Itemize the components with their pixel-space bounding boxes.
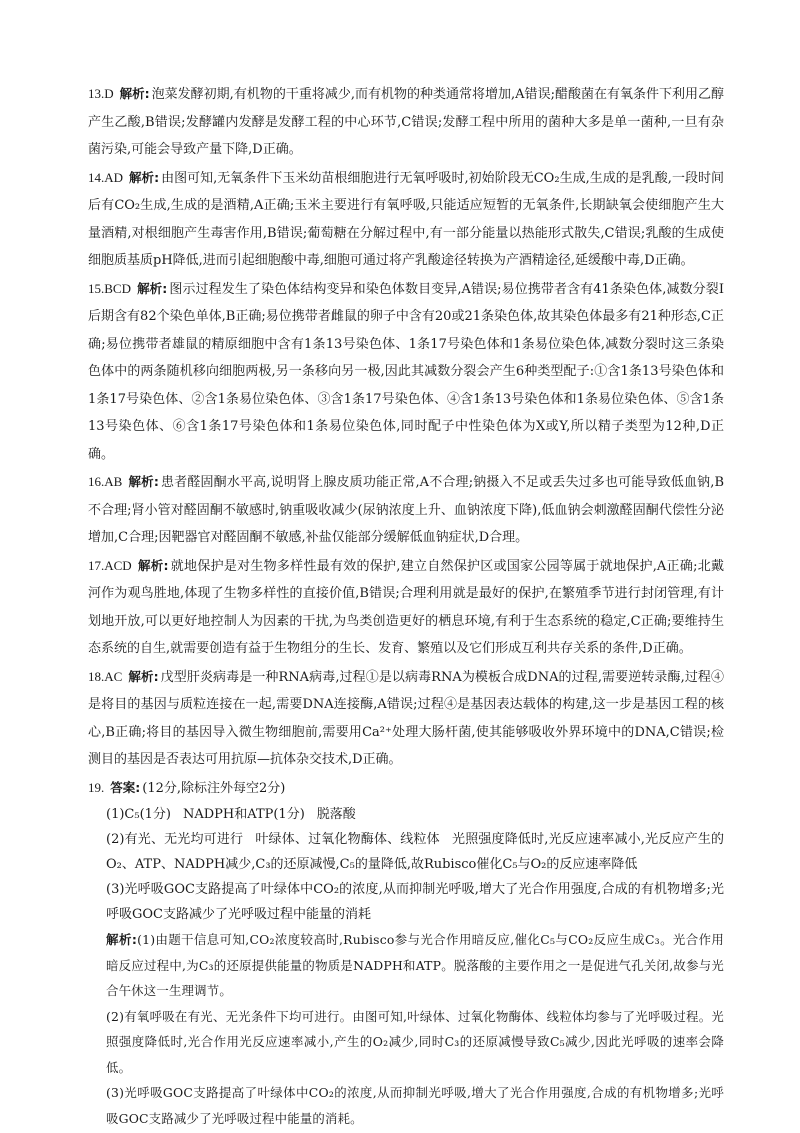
analysis-text: 戊型肝炎病毒是一种RNA病毒,过程①是以病毒RNA为模板合成DNA的过程,需要逆转录酶,过程④是将目的基因与质粒连接在一起,需要DNA连接酶,A错误;过程④是基因表达载体的构建,这一步是基因工程的核心,B正确;将目的基因导入微生物细胞前,需要用Ca²⁺处理大肠杆菌,使其能够吸收外界环境中的DNA,C错误;检测目的基因是否表达可用抗原—抗体杂交技术,D正确。 bbox=[88, 669, 725, 767]
answer-number: 13.D bbox=[88, 86, 114, 101]
analysis-label: 解析: bbox=[106, 932, 138, 947]
answer-19-header bbox=[88, 774, 724, 803]
answer-15 bbox=[88, 275, 724, 469]
answer-text: 光照强度降低时,光反应速率减小,光反应产生的O₂、ATP、NADPH减少,C₃的还原减慢,C₅的量降低,故Rubisco催化C₅与O₂的反应速率降低 bbox=[106, 832, 724, 872]
answer-number: 15.BCD bbox=[88, 280, 131, 296]
analysis-label: 解析: bbox=[119, 86, 150, 101]
answer-text: (1)C₅(1分) bbox=[106, 807, 171, 822]
analysis-text: 图示过程发生了染色体结构变异和染色体数目变异,A错误;易位携带者含有41条染色体,减数分裂Ⅰ后期含有82个染色单体,B正确;易位携带者雌鼠的卵子中含有20或21条染色体,故其染色体最多有21种形态,C正确;易位携带者雄鼠的精原细胞中含有1条13号染色体、1条17号染色体和1条易位染色体,减数分裂时这三条染色体中的两条随机移向细胞两极,另一条移向另一极,因此其减数分裂会产生6种类型配子:①含1条13号染色体和1条17号染色体、②含1条易位染色体、③含1条17号染色体、④含1条13号染色体和1条易位染色体、⑤含1条13号染色体、⑥含1条17号染色体和1条易位染色体,同时配子中性染色体为X或Y,所以精子类型为12种,D正确。 bbox=[88, 281, 724, 462]
analysis-text: 就地保护是对生物多样性最有效的保护,建立自然保护区或国家公园等属于就地保护,A正确;北戴河作为观鸟胜地,体现了生物多样性的直接价值,B错误;合理利用就是最好的保护,在繁殖季节进行封闭管理,有计划地开放,可以更好地控制人为因素的干扰,为鸟类创造更好的栖息环境,有利于生态系统的稳定,C正确;要维持生态系统的自生,就需要创造有益于生物组分的生长、发育、繁殖以及它们形成互利共存关系的条件,D正确。 bbox=[88, 558, 724, 656]
answer-text: 脱落酸 bbox=[316, 807, 356, 822]
answer-19-part-3 bbox=[88, 877, 724, 927]
analysis-text: (2)有氧呼吸在有光、无光条件下均可进行。由图可知,叶绿体、过氧化物酶体、线粒体均参与了光呼吸过程。光照强度降低时,光合作用光反应速率减小,产生的O₂减少,同时C₃的还原减慢导致C₅减少,因此光呼吸的速率会降低。 bbox=[106, 1008, 724, 1075]
answer-14 bbox=[88, 164, 724, 275]
analysis-label: 解析: bbox=[137, 557, 169, 573]
answer-text: NADPH和ATP(1分) bbox=[183, 807, 305, 822]
answer-label: 答案: bbox=[110, 779, 141, 795]
answer-score-note: (12分,除标注外每空2分) bbox=[142, 780, 286, 796]
analysis-19-part-2 bbox=[88, 1004, 724, 1081]
answer-19-part-1 bbox=[88, 802, 724, 827]
answer-16 bbox=[88, 468, 724, 552]
answer-number: 19. bbox=[88, 779, 105, 795]
answer-number: 14.AD bbox=[88, 169, 124, 185]
analysis-label: 解析: bbox=[128, 668, 159, 684]
analysis-label: 解析: bbox=[128, 474, 159, 489]
analysis-text: 患者醛固酮水平高,说明肾上腺皮质功能正常,A不合理;钠摄入不足或丢失过多也可能导致低血钠,B不合理;肾小管对醛固酮不敏感时,钠重吸收减少(尿钠浓度上升、血钠浓度下降),低血钠会刺激醛固酮代偿性分泌增加,C合理;因靶器官对醛固酮不敏感,补盐仅能部分缓解低血钠症状,D合理。 bbox=[88, 475, 724, 545]
answer-text: 叶绿体、过氧化物酶体、线粒体 bbox=[255, 832, 440, 847]
answer-page bbox=[88, 80, 724, 1131]
analysis-text: (1)由题干信息可知,CO₂浓度较高时,Rubisco参与光合作用暗反应,催化C₅与CO₂反应生成C₃。光合作用暗反应过程中,为C₃的还原提供能量的物质是NADPH和ATP。脱落酸的主要作用之一是促进气孔关闭,故参与光合午休这一生理调节。 bbox=[106, 932, 724, 998]
analysis-text: 泡菜发酵初期,有机物的干重将减少,而有机物的种类通常将增加,A错误;醋酸菌在有氧条件下利用乙醇产生乙酸,B错误;发酵罐内发酵是发酵工程的中心环节,C错误;发酵工程中所用的菌种大多是单一菌种,一旦有杂菌污染,可能会导致产量下降,D正确。 bbox=[88, 87, 724, 157]
answer-18 bbox=[88, 663, 724, 774]
answer-17 bbox=[88, 552, 724, 663]
analysis-19-part-1 bbox=[88, 927, 724, 1004]
answer-number: 18.AC bbox=[88, 668, 123, 684]
answer-number: 17.ACD bbox=[88, 557, 132, 573]
analysis-label: 解析: bbox=[129, 169, 160, 185]
analysis-text: (3)光呼吸GOC支路提高了叶绿体中CO₂的浓度,从而抑制光呼吸,增大了光合作用强度,合成的有机物增多;光呼吸GOC支路减少了光呼吸过程中能量的消耗。 bbox=[106, 1085, 724, 1126]
answer-text: (2)有光、无光均可进行 bbox=[106, 832, 244, 847]
answer-number: 16.AB bbox=[88, 474, 123, 489]
analysis-label: 解析: bbox=[136, 280, 168, 296]
answer-19-part-2 bbox=[88, 827, 724, 877]
answer-text: (3)光呼吸GOC支路提高了叶绿体中CO₂的浓度,从而抑制光呼吸,增大了光合作用强度,合成的有机物增多;光呼吸GOC支路减少了光呼吸过程中能量的消耗 bbox=[106, 882, 724, 922]
analysis-text: 由图可知,无氧条件下玉米幼苗根细胞进行无氧呼吸时,初始阶段无CO₂生成,生成的是乳酸,一段时间后有CO₂生成,生成的是酒精,A正确;玉米主要进行有氧呼吸,只能适应短暂的无氧条件,长期缺氧会使细胞产生大量酒精,对根细胞产生毒害作用,B错误;葡萄糖在分解过程中,有一部分能量以热能形式散失,C错误;乳酸的生成使细胞质基质pH降低,进而引起细胞酸中毒,细胞可通过将产乳酸途径转换为产酒精途径,延缓酸中毒,D正确。 bbox=[88, 170, 724, 268]
analysis-19-part-3 bbox=[88, 1080, 724, 1131]
answer-13 bbox=[88, 80, 724, 164]
